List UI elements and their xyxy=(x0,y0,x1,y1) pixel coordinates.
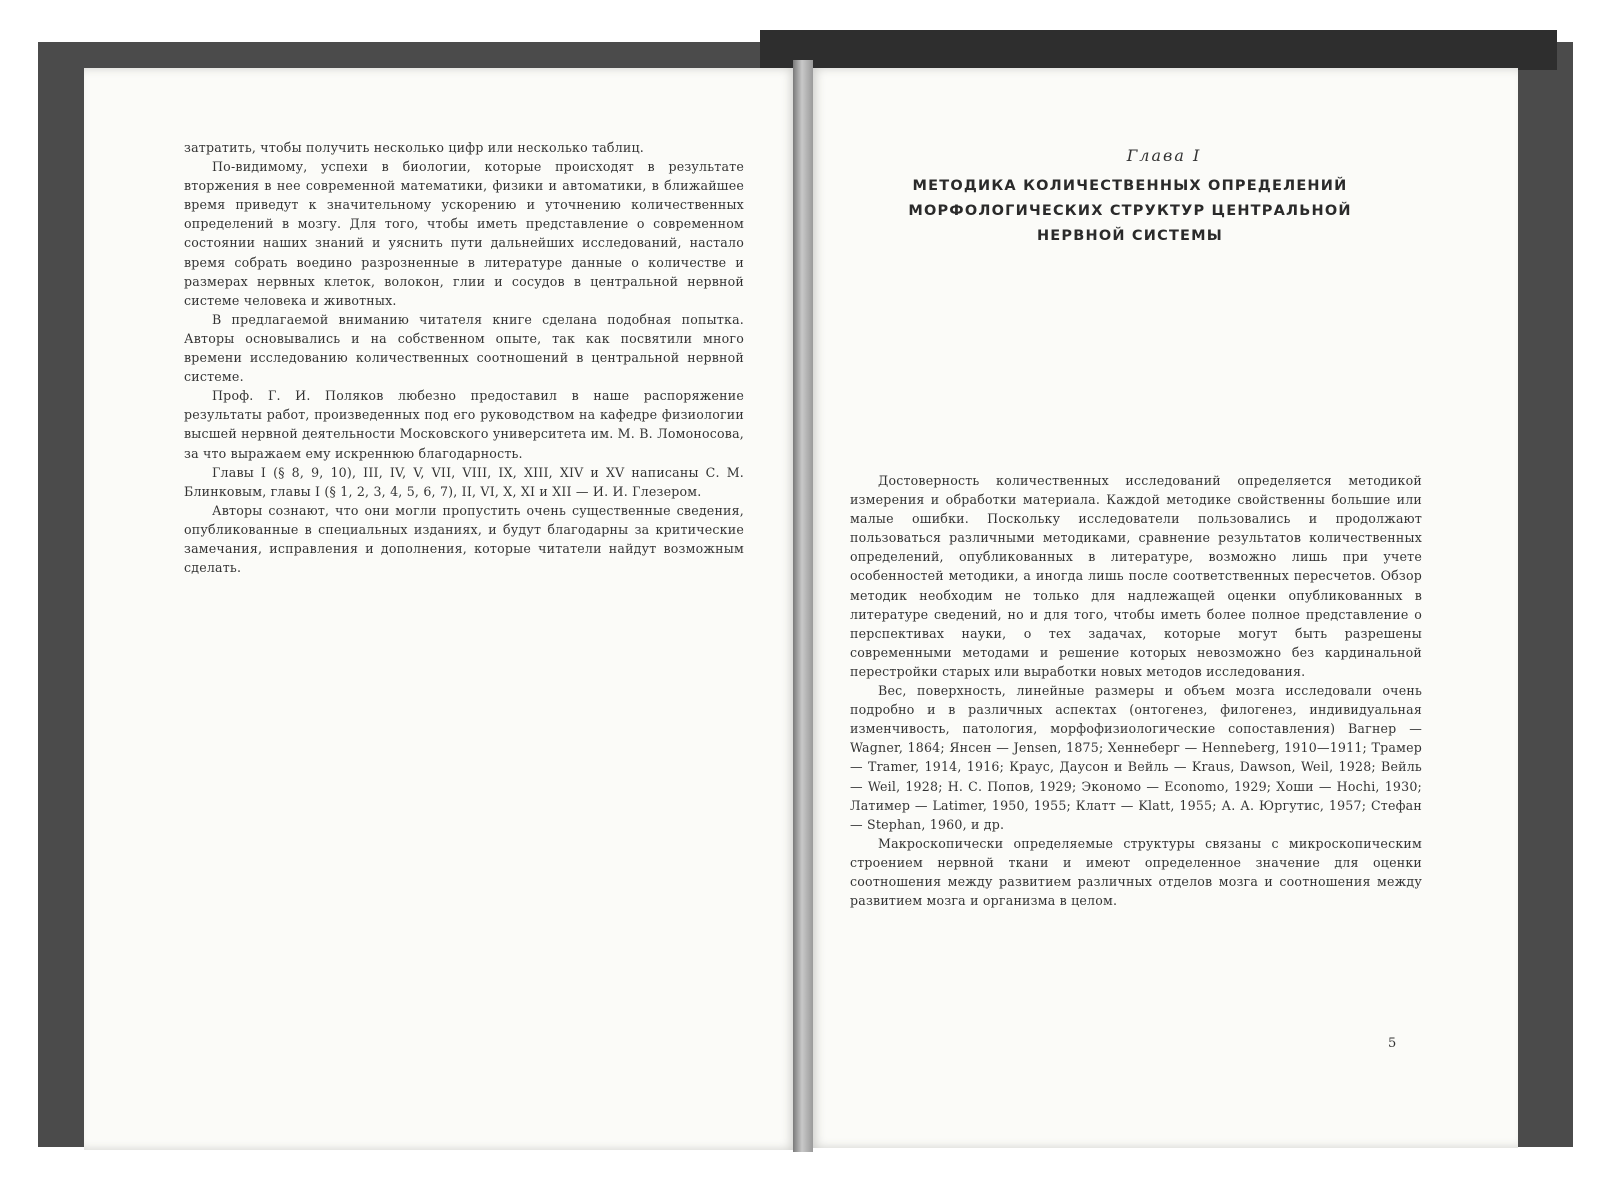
left-paragraph-5: Главы I (§ 8, 9, 10), III, IV, V, VII, VIII, IX, XIII, XIV и XV написаны С. М. Блинковым, главы I (§ 1, 2, 3, 4, 5, 6, 7), II, VI, X, XI и XII — И. И. Глезером. xyxy=(184,464,744,499)
left-paragraph-2: По-видимому, успехи в биологии, которые происходят в результате вторжения в нее современной математики, физики и автоматики, в ближайшее время приведут к значительному ускорению и уточнению количественных определений в мозгу. Для того, чтобы иметь представление о современном состоянии наших знаний и уяснить пути дальнейших исследований, настало время собрать воедино разрозненные в литературе данные о количестве и размерах нервных клеток, волокон, глии и сосудов в центральной нервной системе человека и животных. xyxy=(184,159,744,308)
page-number: 5 xyxy=(1388,1036,1397,1051)
right-page-text xyxy=(850,471,1422,910)
chapter-label: Глава I xyxy=(1126,146,1202,165)
left-paragraph-1: затратить, чтобы получить несколько цифр или несколько таблиц. xyxy=(184,140,645,155)
right-paragraph-2: Вес, поверхность, линейные размеры и объем мозга исследовали очень подробно и в различных аспектах (онтогенез, филогенез, индивидуальная изменчивость, патология, морфофизиологические сопоставления) Вагнер — Wagner, 1864; Янсен — Jensen, 1875; Хеннеберг — Henneberg, 1910—1911; Трамер — Tramer, 1914, 1916; Краус, Даусон и Вейль — Kraus, Dawson, Weil, 1928; Вейль — Weil, 1928; Н. С. Попов, 1929; Экономо — Economo, 1929; Хоши — Hochi, 1930; Латимер — Latimer, 1950, 1955; Клатт — Klatt, 1955; А. А. Юргутис, 1957; Стефан — Stephan, 1960, и др. xyxy=(850,683,1422,832)
left-page-text xyxy=(184,138,744,577)
right-paragraph-3: Макроскопически определяемые структуры связаны с микроскопическим строением нервной ткани и имеют определенное значение для оценки соотношения между развитием различных отделов мозга и соотношения между развитием мозга и организма в целом. xyxy=(850,835,1422,909)
chapter-title: МЕТОДИКА КОЛИЧЕСТВЕННЫХ ОПРЕДЕЛЕНИЙ МОРФОЛОГИЧЕСКИХ СТРУКТУР ЦЕНТРАЛЬНОЙ НЕРВНОЙ СИСТЕМЫ xyxy=(908,178,1352,244)
left-page xyxy=(84,68,797,1150)
book-spine-gutter xyxy=(793,60,813,1152)
left-paragraph-6: Авторы сознают, что они могли пропустить очень существенные сведения, опубликованные в специальных изданиях, и будут благодарны за критические замечания, исправления и дополнения, которые читатели найдут возможным сделать. xyxy=(184,502,744,576)
left-paragraph-4: Проф. Г. И. Поляков любезно предоставил в наше распоряжение результаты работ, произведенных под его руководством на кафедре физиологии высшей нервной деятельности Московского университета им. М. В. Ломоносова, за что выражаем ему искреннюю благодарность. xyxy=(184,388,744,461)
left-paragraph-3: В предлагаемой вниманию читателя книге сделана подобная попытка. Авторы основывались и на собственном опыте, так как посвятили много времени исследованию количественных соотношений в центральной нервной системе. xyxy=(184,311,744,385)
right-paragraph-1: Достоверность количественных исследований определяется методикой измерения и обработки материала. Каждой методике свойственны большие или малые ошибки. Поскольку исследователи пользовались и продолжают пользоваться различными методиками, сравнение результатов количественных определений, опубликованных в литературе, возможно лишь при учете особенностей методики, а иногда лишь после соответственных пересчетов. Обзор методик необходим не только для надлежащей оценки опубликованных в литературе сведений, но и для того, чтобы иметь более полное представление о перспективах науки, о тех задачах, которые могут быть разрешены современными методами и решение которых невозможно без кардинальной перестройки старых или выработки новых методов исследования. xyxy=(850,473,1422,679)
book-cover-edge xyxy=(760,30,1557,70)
right-page xyxy=(810,68,1518,1148)
